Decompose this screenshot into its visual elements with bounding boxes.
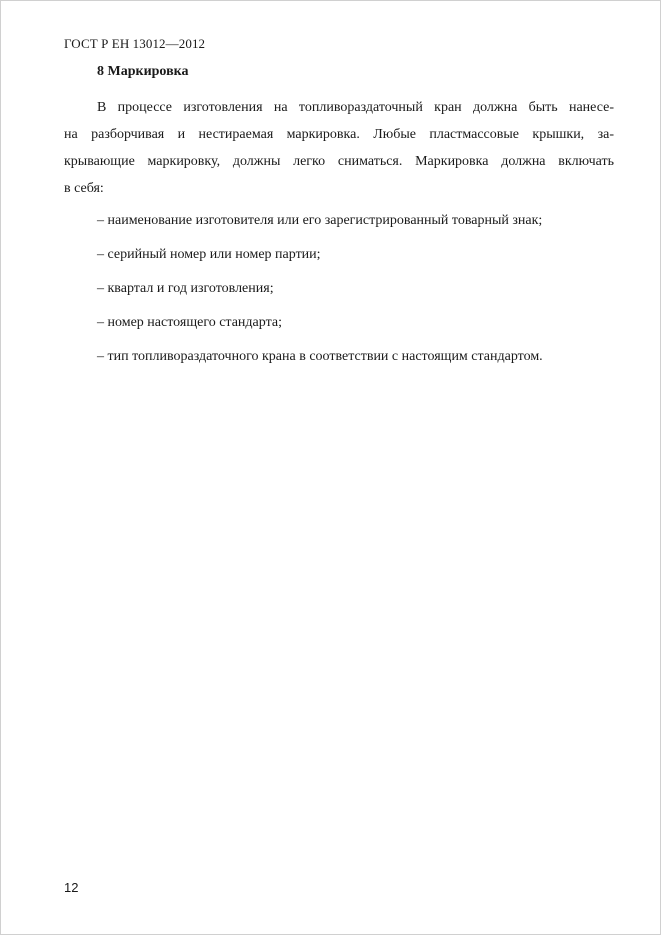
section-paragraph xyxy=(64,94,614,202)
document-header: ГОСТ Р ЕН 13012—2012 xyxy=(64,36,206,51)
list-item: – номер настоящего стандарта; xyxy=(97,315,282,330)
paragraph-line: крывающие маркировку, должны легко сниматься. Маркировка должна включать xyxy=(64,154,614,169)
marking-requirements-list xyxy=(97,207,543,377)
list-item: – серийный номер или номер партии; xyxy=(97,247,321,262)
paragraph-line: В процессе изготовления на топливораздаточный кран должна быть нанесе- xyxy=(97,100,614,115)
page-number: 12 xyxy=(64,880,79,895)
list-item: – тип топливораздаточного крана в соответствии с настоящим стандартом. xyxy=(97,349,543,364)
list-item: – наименование изготовителя или его зарегистрированный товарный знак; xyxy=(97,213,543,228)
paragraph-line: на разборчивая и нестираемая маркировка. Любые пластмассовые крышки, за- xyxy=(64,127,614,142)
list-item: – квартал и год изготовления; xyxy=(97,281,274,296)
section-title: 8 Маркировка xyxy=(97,64,189,79)
paragraph-line: в себя: xyxy=(64,181,104,196)
